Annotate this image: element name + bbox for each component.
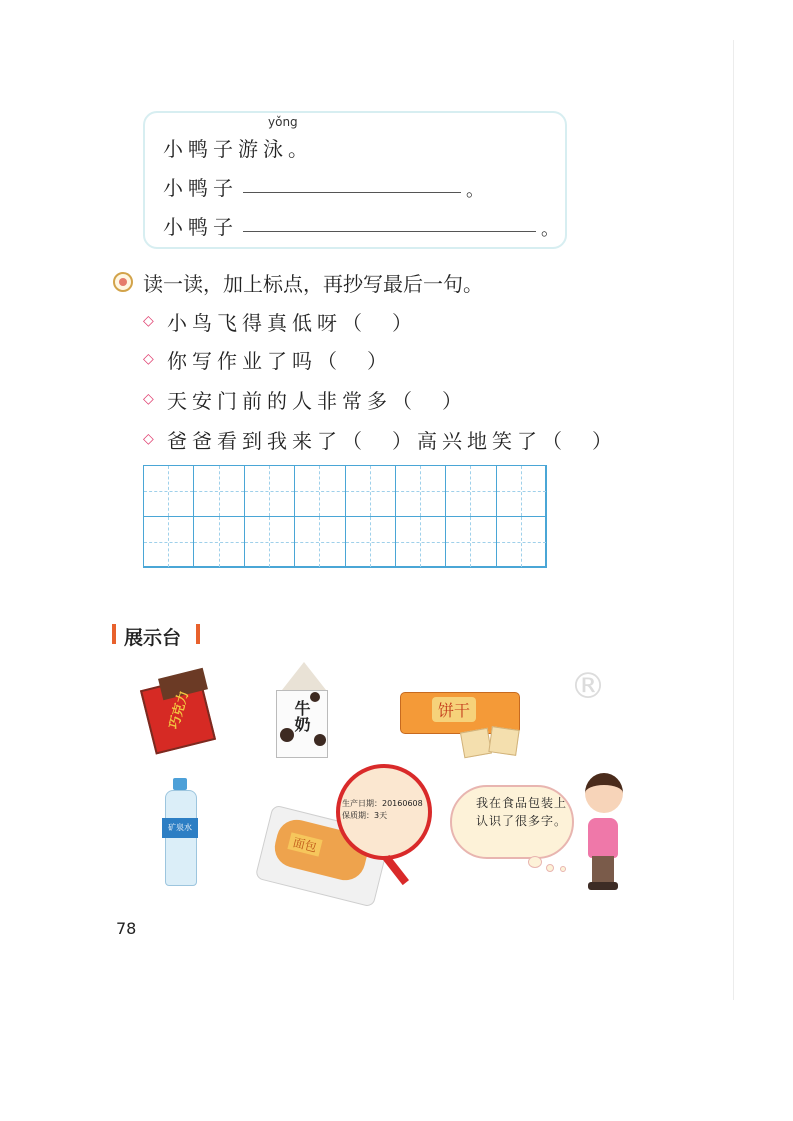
- water-bottle-label: 矿泉水: [162, 818, 198, 838]
- punctuation-sentence[interactable]: 你写作业了吗（ ）: [167, 349, 392, 373]
- shelf-life-text: 保质期：3天: [342, 811, 388, 820]
- thought-dot: [560, 866, 566, 872]
- grid-guide-line: [144, 491, 193, 492]
- diamond-bullet-icon: ◇: [143, 351, 154, 367]
- punctuation-sentence[interactable]: 爸爸看到我来了（ ）高兴地笑了（ ）: [167, 429, 617, 453]
- grid-cell[interactable]: [496, 516, 547, 568]
- grid-guide-line: [245, 491, 294, 492]
- girl-head: [585, 773, 623, 813]
- page-number: 78: [116, 919, 137, 938]
- girl-legs: [592, 856, 614, 884]
- grid-guide-line: [446, 542, 495, 543]
- cracker-illustration: [488, 726, 519, 756]
- sentence-example: 小鸭子游泳。: [163, 137, 313, 161]
- pinyin-annotation: yǒng: [268, 115, 298, 129]
- fill-blank-line-3[interactable]: [243, 231, 536, 232]
- grid-cell[interactable]: [445, 465, 496, 517]
- grid-cell[interactable]: [143, 516, 194, 568]
- grid-guide-line: [194, 491, 243, 492]
- grid-cell[interactable]: [244, 465, 295, 517]
- grid-guide-line: [497, 542, 546, 543]
- exercise-icon: [113, 272, 133, 292]
- heading-accent-bar: [196, 624, 200, 644]
- grid-guide-line: [346, 542, 395, 543]
- diamond-bullet-icon: ◇: [143, 391, 154, 407]
- heading-accent-bar: [112, 624, 116, 644]
- diamond-bullet-icon: ◇: [143, 313, 154, 329]
- period-mark-2: 。: [466, 180, 484, 201]
- grid-guide-line: [245, 542, 294, 543]
- production-date-text: 生产日期：20160608: [342, 799, 423, 808]
- grid-cell[interactable]: [193, 465, 244, 517]
- grid-cell[interactable]: [445, 516, 496, 568]
- fill-blank-line-2[interactable]: [243, 192, 461, 193]
- grid-guide-line: [194, 542, 243, 543]
- grid-guide-line: [295, 491, 344, 492]
- grid-cell[interactable]: [395, 465, 446, 517]
- girl-shoes: [588, 882, 618, 890]
- thought-dot: [546, 864, 554, 872]
- grid-guide-line: [295, 542, 344, 543]
- writing-grid[interactable]: [143, 465, 546, 567]
- exercise-instruction: 读一读，加上标点，再抄写最后一句。: [143, 272, 483, 296]
- milk-carton-roof: [282, 662, 326, 690]
- registered-watermark: ®: [570, 666, 606, 707]
- grid-cell[interactable]: [496, 465, 547, 517]
- water-bottle-illustration: [165, 790, 197, 886]
- milk-spot: [314, 734, 326, 746]
- punctuation-sentence[interactable]: 天安门前的人非常多（ ）: [167, 389, 467, 413]
- period-mark-3: 。: [541, 219, 559, 240]
- grid-cell[interactable]: [345, 516, 396, 568]
- bottle-cap: [173, 778, 187, 790]
- girl-illustration: [588, 818, 618, 858]
- grid-cell[interactable]: [294, 516, 345, 568]
- grid-cell[interactable]: [193, 516, 244, 568]
- milk-label: 牛奶: [292, 700, 311, 732]
- sentence-line-3-prefix: 小鸭子: [163, 215, 238, 239]
- bread-label: 面包: [287, 832, 322, 856]
- sentence-line-2-prefix: 小鸭子: [163, 176, 238, 200]
- grid-cell[interactable]: [244, 516, 295, 568]
- chocolate-label: 巧克力: [166, 689, 193, 731]
- grid-cell[interactable]: [143, 465, 194, 517]
- grid-guide-line: [396, 491, 445, 492]
- grid-cell[interactable]: [345, 465, 396, 517]
- grid-guide-line: [497, 491, 546, 492]
- cracker-illustration: [460, 728, 492, 758]
- grid-guide-line: [446, 491, 495, 492]
- grid-guide-line: [346, 491, 395, 492]
- section-heading: 展示台: [124, 627, 182, 649]
- grid-cell[interactable]: [294, 465, 345, 517]
- biscuit-label: 饼干: [432, 697, 476, 722]
- magnifier-handle: [383, 855, 409, 885]
- grid-guide-line: [396, 542, 445, 543]
- page-edge-line: [733, 40, 734, 1000]
- thought-dot: [528, 856, 542, 868]
- diamond-bullet-icon: ◇: [143, 431, 154, 447]
- grid-guide-line: [144, 542, 193, 543]
- punctuation-sentence[interactable]: 小鸟飞得真低呀（ ）: [167, 311, 417, 335]
- grid-cell[interactable]: [395, 516, 446, 568]
- speech-bubble-text: 我在食品包装上认识了很多字。: [476, 796, 568, 828]
